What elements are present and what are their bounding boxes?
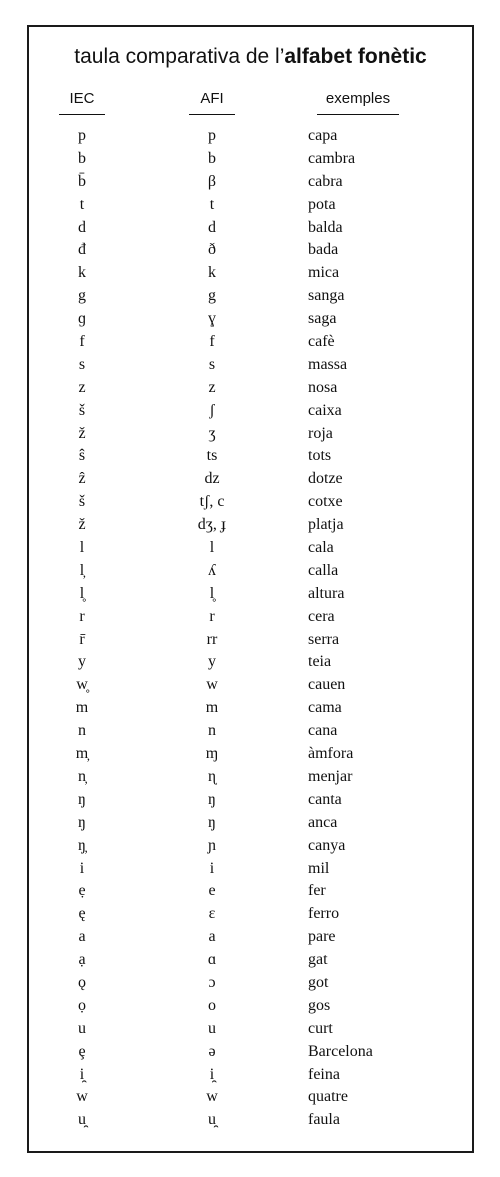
table-row [29,491,472,514]
example-word: cera [308,607,335,625]
example-word: menjar [308,767,353,785]
example-word: saga [308,310,337,328]
afi-symbol: u [208,1019,216,1037]
example-word: anca [308,813,338,831]
iec-symbol: l [79,539,85,557]
example-word: massa [308,355,348,373]
table-row [29,1041,472,1064]
example-word: àmfora [308,745,354,763]
example-word: gos [308,996,331,1014]
table-row [29,880,472,903]
table-row [29,1086,472,1109]
iec-symbol: ŋ [78,790,86,808]
iec-symbol: š [78,401,86,419]
iec-symbol: b [78,149,86,167]
iec-symbol: ȩ [78,1042,86,1060]
afi-symbol: y [208,653,216,671]
afi-symbol: d [208,218,216,236]
afi-symbol: k [208,264,216,282]
example-word: mil [308,859,330,877]
iec-symbol: š [78,493,86,511]
table-row [29,560,472,583]
table-row [29,285,472,308]
iec-symbol: ŋ [78,813,86,831]
iec-symbol: đ [78,241,86,259]
iec-symbol: ẹ [78,882,86,900]
example-word: sanga [308,287,345,305]
iec-symbol: b̄ [78,172,86,190]
iec-symbol: ž [78,516,86,534]
afi-symbol: dʒ, ɟ [197,516,227,534]
iec-symbol: ž [78,424,86,442]
iec-symbol: ŋ̦ [78,836,86,854]
table-row [29,537,472,560]
table-row [29,239,472,262]
example-word: gat [308,951,328,969]
header-iec-label: IEC [69,90,95,107]
example-word: mica [308,264,340,282]
example-word: dotze [308,470,343,488]
afi-symbol: s [208,355,216,373]
afi-symbol: o [208,996,216,1014]
title-bold: alfabet fonètic [284,45,427,68]
example-word: feina [308,1065,340,1083]
afi-symbol: ɱ [205,745,219,763]
afi-symbol: g [208,287,216,305]
iec-symbol: ọ [78,996,86,1014]
table-row [29,1109,472,1132]
table-row [29,743,472,766]
afi-symbol: ð [208,241,216,259]
afi-symbol: ə [208,1042,216,1060]
table-row [29,789,472,812]
example-word: cotxe [308,493,343,511]
example-word: cafè [308,333,335,351]
table-row [29,445,472,468]
afi-symbol: p [208,127,216,144]
iec-symbol: d [78,218,86,236]
table-row [29,926,472,949]
table-row [29,1064,472,1087]
iec-symbol: ŝ [78,447,86,465]
afi-symbol: ɛ [208,905,216,923]
example-word: cambra [308,149,356,167]
iec-symbol: l̦ [79,561,85,579]
column-header-examples [317,90,399,107]
example-word: ferro [308,905,340,923]
example-word: cala [308,539,334,557]
iec-symbol: t [79,195,85,213]
iec-symbol: u [78,1019,86,1037]
table-body [29,125,472,1132]
example-word: caixa [308,401,342,419]
table-row [29,308,472,331]
table-row [29,903,472,926]
afi-symbol: tʃ, c [199,493,225,511]
table-row [29,354,472,377]
iec-symbol: l̥ [79,584,85,602]
afi-symbol: ɳ [208,767,216,785]
afi-symbol: l [209,539,215,557]
afi-symbol: ɔ [208,973,216,991]
afi-symbol: e [208,882,216,900]
table-row [29,423,472,446]
afi-symbol: i [209,859,215,877]
example-word: cauen [308,676,346,694]
table-row [29,217,472,240]
example-word: serra [308,630,340,648]
afi-symbol: f [209,333,215,351]
example-word: Barcelona [308,1042,373,1060]
example-word: got [308,973,329,991]
iec-symbol: m [75,699,89,717]
iec-symbol: ɡ [78,310,86,328]
example-word: cana [308,722,338,740]
example-word: pota [308,195,336,213]
afi-symbol: ŋ [208,813,216,831]
table-row [29,606,472,629]
table-row [29,148,472,171]
example-word: cama [308,699,342,717]
table-row [29,377,472,400]
afi-symbol: w [206,1088,218,1106]
afi-symbol: i̯ [209,1065,215,1083]
example-word: roja [308,424,333,442]
example-word: calla [308,561,339,579]
example-word: curt [308,1019,333,1037]
example-word: platja [308,516,344,534]
example-word: pare [308,928,336,946]
table-row [29,858,472,881]
example-word: teia [308,653,332,671]
afi-symbol: t [209,195,215,213]
table-row [29,629,472,652]
iec-symbol: u̯ [78,1111,86,1129]
table-row [29,583,472,606]
afi-symbol: r [209,607,215,625]
table-row [29,835,472,858]
iec-symbol: ǫ [78,973,86,991]
afi-symbol: b [208,149,216,167]
header-afi-label: AFI [200,90,224,107]
iec-symbol: n [78,722,86,740]
column-header-iec [59,90,105,107]
table-row [29,812,472,835]
afi-symbol: u̯ [208,1111,216,1129]
afi-symbol: rr [206,630,218,648]
table-row [29,514,472,537]
afi-symbol: a [208,928,216,946]
afi-symbol: ɲ [208,836,216,854]
example-word: altura [308,584,345,602]
table-row [29,262,472,285]
table-row [29,674,472,697]
table-row [29,194,472,217]
table-row [29,331,472,354]
example-word: faula [308,1111,340,1129]
table-row [29,400,472,423]
table-row [29,651,472,674]
table-row [29,995,472,1018]
iec-symbol: w̥ [76,676,88,694]
iec-symbol: a [78,928,86,946]
iec-symbol: m̦ [75,745,89,763]
iec-symbol: ę [78,905,86,923]
iec-symbol: k [78,264,86,282]
afi-symbol: z [208,378,216,396]
iec-symbol: g [78,287,86,305]
afi-symbol: ɑ [207,951,217,969]
example-word: canta [308,790,342,808]
afi-symbol: dz [204,470,220,488]
table-frame [27,25,474,1153]
iec-symbol: n̦ [78,767,86,785]
table-row [29,125,472,148]
example-word: bada [308,241,339,259]
title-prefix: taula comparativa de l’ [74,45,285,68]
example-word: fer [308,882,326,900]
afi-symbol: ʎ [208,561,216,579]
example-word: capa [308,127,338,144]
iec-symbol: ẑ [78,470,86,488]
iec-symbol: s [78,355,86,373]
table-row [29,697,472,720]
afi-symbol: β [207,172,217,190]
iec-symbol: y [78,653,86,671]
column-header-afi [189,90,235,107]
afi-symbol: n [208,722,216,740]
afi-symbol: ŋ [208,790,216,808]
afi-symbol: w [206,676,218,694]
afi-symbol: ts [206,447,218,465]
afi-symbol: l̥ [209,584,215,602]
table-row [29,766,472,789]
table-row [29,171,472,194]
table-row [29,1018,472,1041]
iec-symbol: ạ [78,951,86,969]
iec-symbol: r̄ [79,630,85,648]
iec-symbol: i [79,859,85,877]
example-word: nosa [308,378,338,396]
table-row [29,949,472,972]
table-row [29,720,472,743]
iec-symbol: f [79,333,85,351]
iec-symbol: i̯ [79,1065,85,1083]
table-row [29,468,472,491]
afi-symbol: ʃ [209,401,215,419]
page-title [29,45,472,69]
example-word: tots [308,447,332,465]
header-underline [189,114,235,115]
iec-symbol: z [78,378,86,396]
afi-symbol: ʒ [208,424,216,442]
table-row [29,972,472,995]
iec-symbol: w [76,1088,88,1106]
example-word: cabra [308,172,343,190]
header-examples-label: exemples [325,90,391,107]
example-word: balda [308,218,343,236]
example-word: quatre [308,1088,348,1106]
afi-symbol: ɣ [208,310,216,328]
iec-symbol: p [78,127,86,144]
header-underline [317,114,399,115]
header-underline [59,114,105,115]
afi-symbol: m [205,699,219,717]
iec-symbol: r [79,607,85,625]
example-word: canya [308,836,346,854]
